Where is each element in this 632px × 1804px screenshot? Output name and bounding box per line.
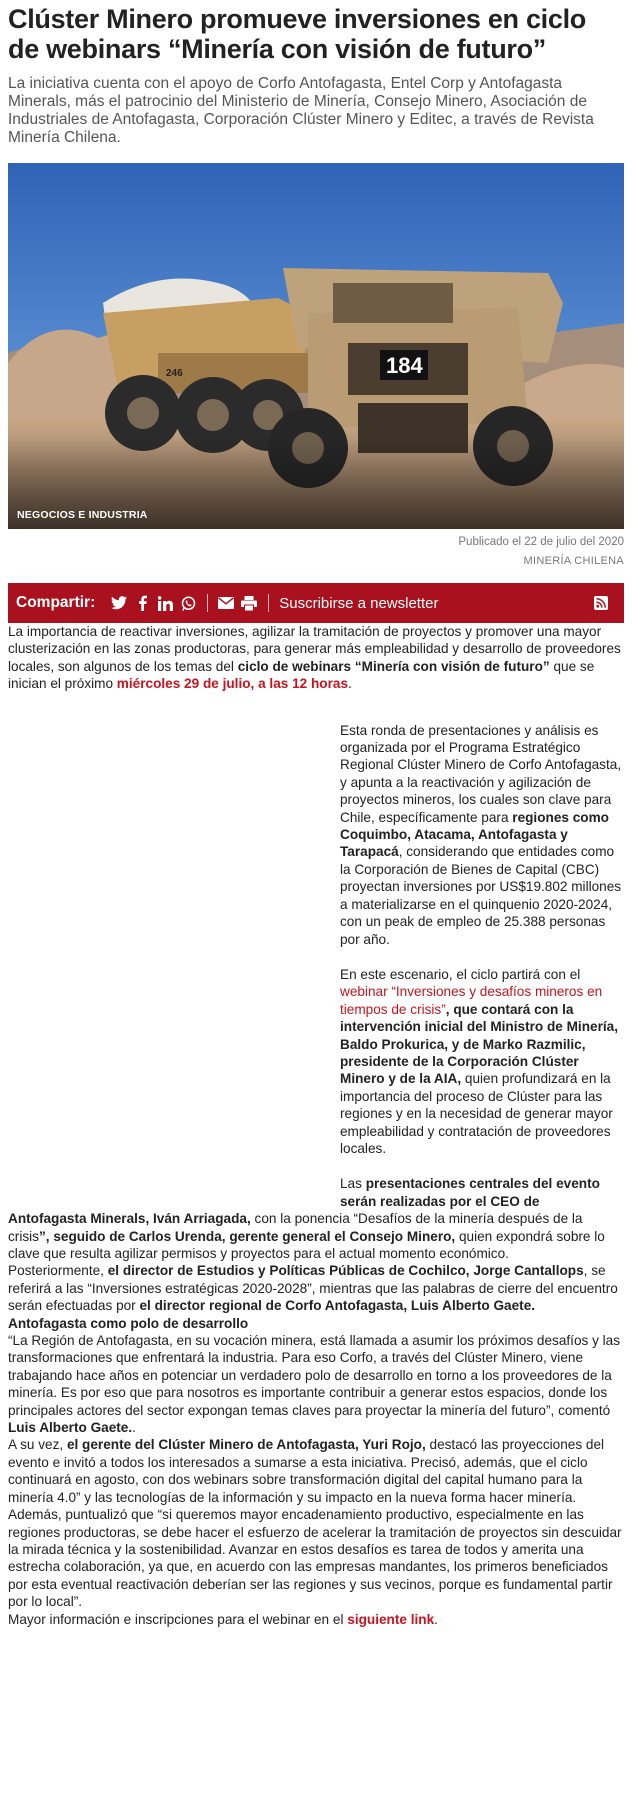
facebook-icon[interactable]	[134, 595, 150, 611]
paragraph-7: A su vez, el gerente del Clúster Minero de Antofagasta, Yuri Rojo, destacó las proyecciones del evento e invitó a todos los interesados a sumarse a esta iniciativa. Precisó, además, que el ciclo continuará en agosto, con dos webinars sobre transformación digital del capital humano para la minería 4.0” y las tecnologías de la información y su impacto en la nueva forma hacer minería.	[8, 1437, 605, 1505]
print-icon[interactable]	[241, 595, 257, 611]
share-label: Compartir:	[16, 594, 96, 611]
inset-column	[340, 722, 624, 1211]
article-meta	[8, 536, 624, 567]
article-page	[0, 4, 632, 1804]
share-bar	[8, 583, 624, 623]
section-subhead: Antofagasta como polo de desarrollo	[8, 1315, 249, 1331]
event-date-highlight: miércoles 29 de julio, a las 12 horas	[116, 676, 349, 692]
publish-date: Publicado el 22 de julio del 2020	[458, 536, 624, 548]
paragraph-9: Mayor información e inscripciones para el webinar en el siguiente link.	[8, 1611, 438, 1627]
twitter-icon[interactable]	[111, 595, 127, 611]
email-icon[interactable]	[218, 595, 234, 611]
hero-image	[8, 163, 624, 529]
article-headline: Clúster Minero promueve inversiones en ciclo de webinars “Minería con visión de futuro”	[8, 4, 586, 64]
rss-icon[interactable]	[593, 595, 609, 611]
whatsapp-icon[interactable]	[180, 595, 196, 611]
mining-trucks-photo	[8, 163, 624, 529]
webinar-link[interactable]: webinar “Inversiones y desafíos mineros en tiempos de crisis”	[340, 984, 603, 1017]
paragraph-2: Esta ronda de presentaciones y análisis es organizada por el Programa Estratégico Regional Clúster Minero de Corfo Antofagasta, y apunta a la reactivación y agilización de proyectos mineros, los cuales son clave para Chile, específicamente para regiones como Coquimbo, Atacama, Antofagasta y Tarapacá, considerando que entidades como la Corporación de Bienes de Capital (CBC) proyectan inversiones por US$19.802 millones a materializarse en el quinquenio 2020-2024, con un peak de empleo de 25.388 personas por año.	[340, 722, 622, 947]
category-tag[interactable]: NEGOCIOS E INDUSTRIA	[17, 509, 148, 521]
paragraph-8: Además, puntualizó que “si queremos mayor encadenamiento productivo, especialmente en las regiones productoras, se debe hacer el esfuerzo de acelerar la tramitación de proyectos sin descuidar la mirada técnica y la sostenibilidad. Avanzar en estos desafíos es tarea de todos y amerita una estrecha colaboración, ya que, en acuerdo con las empresas mandantes, los primeros beneficiados por esta eventual reactivación deberían ser las regiones y sus vecinos, porque es fundamental partir por lo local”.	[8, 1507, 622, 1610]
paragraph-3: En este escenario, el ciclo partirá con el webinar “Inversiones y desafíos mineros en tiempos de crisis”, que contará con la intervención inicial del Ministro de Minería, Baldo Prokurica, y de Marko Razmilic, presidente de la Corporación Clúster Minero y de la AIA, quien profundizará en la importancia del proceso de Clúster para las regiones y en la necesidad de generar mayor empleabilidad y contratación de proveedores locales.	[340, 966, 618, 1156]
paragraph-6: “La Región de Antofagasta, en su vocación minera, está llamada a asumir los próximos desafíos y las transformaciones que enfrentará la industria. Para eso Corfo, a través del Clúster Minero, viene trabajando hace años en potenciar un verdadero polo de desarrollo en torno a los proveedores de la minería. Es por eso que para nosotros es importante contribuir a generar estos espacios, donde los principales actores del sector expongan temas claves para proyectar la minería del futuro”, comentó Luis Alberto Gaete..	[8, 1333, 621, 1436]
article-source[interactable]: MINERÍA CHILENA	[523, 555, 624, 567]
article-body	[8, 623, 624, 1628]
registration-link[interactable]: siguiente link	[347, 1611, 435, 1627]
paragraph-5: Posteriormente, el director de Estudios y Políticas Públicas de Cochilco, Jorge Cantallops, se referirá a las “Inversiones estratégicas 2020-2028”, mientras que las palabras de cierre del encuentro serán efectuadas por el director regional de Corfo Antofagasta, Luis Alberto Gaete.	[8, 1263, 618, 1314]
newsletter-link[interactable]: Suscribirse a newsletter	[279, 594, 439, 612]
share-divider-2	[268, 594, 269, 612]
article-dek: La iniciativa cuenta con el apoyo de Corfo Antofagasta, Entel Corp y Antofagasta Minerals, más el patrocinio del Ministerio de Minería, Consejo Minero, Asociación de Industriales de Antofagasta, Corporación Clúster Minero y Editec, a través de Revista Minería Chilena.	[8, 75, 594, 146]
paragraph-4: Antofagasta Minerals, Iván Arriagada, con la ponencia “Desafíos de la minería después de la crisis”, seguido de Carlos Urenda, gerente general el Consejo Minero, quien expondrá sobre lo clave que resulta agilizar permisos y proyectos para el actual momento económico.	[8, 1211, 605, 1261]
share-divider	[207, 594, 208, 612]
paragraph-4-start: Las presentaciones centrales del evento serán realizadas por el CEO de	[340, 1176, 600, 1209]
linkedin-icon[interactable]	[157, 595, 173, 611]
paragraph-1: La importancia de reactivar inversiones, agilizar la tramitación de proyectos y promover una mayor clusterización en las zonas productoras, para generar más empleabilidad y desarrollo de proveedores locales, son algunos de los temas del ciclo de webinars “Minería con visión de futuro” que se inician el próximo miércoles 29 de julio, a las 12 horas.	[8, 624, 621, 692]
